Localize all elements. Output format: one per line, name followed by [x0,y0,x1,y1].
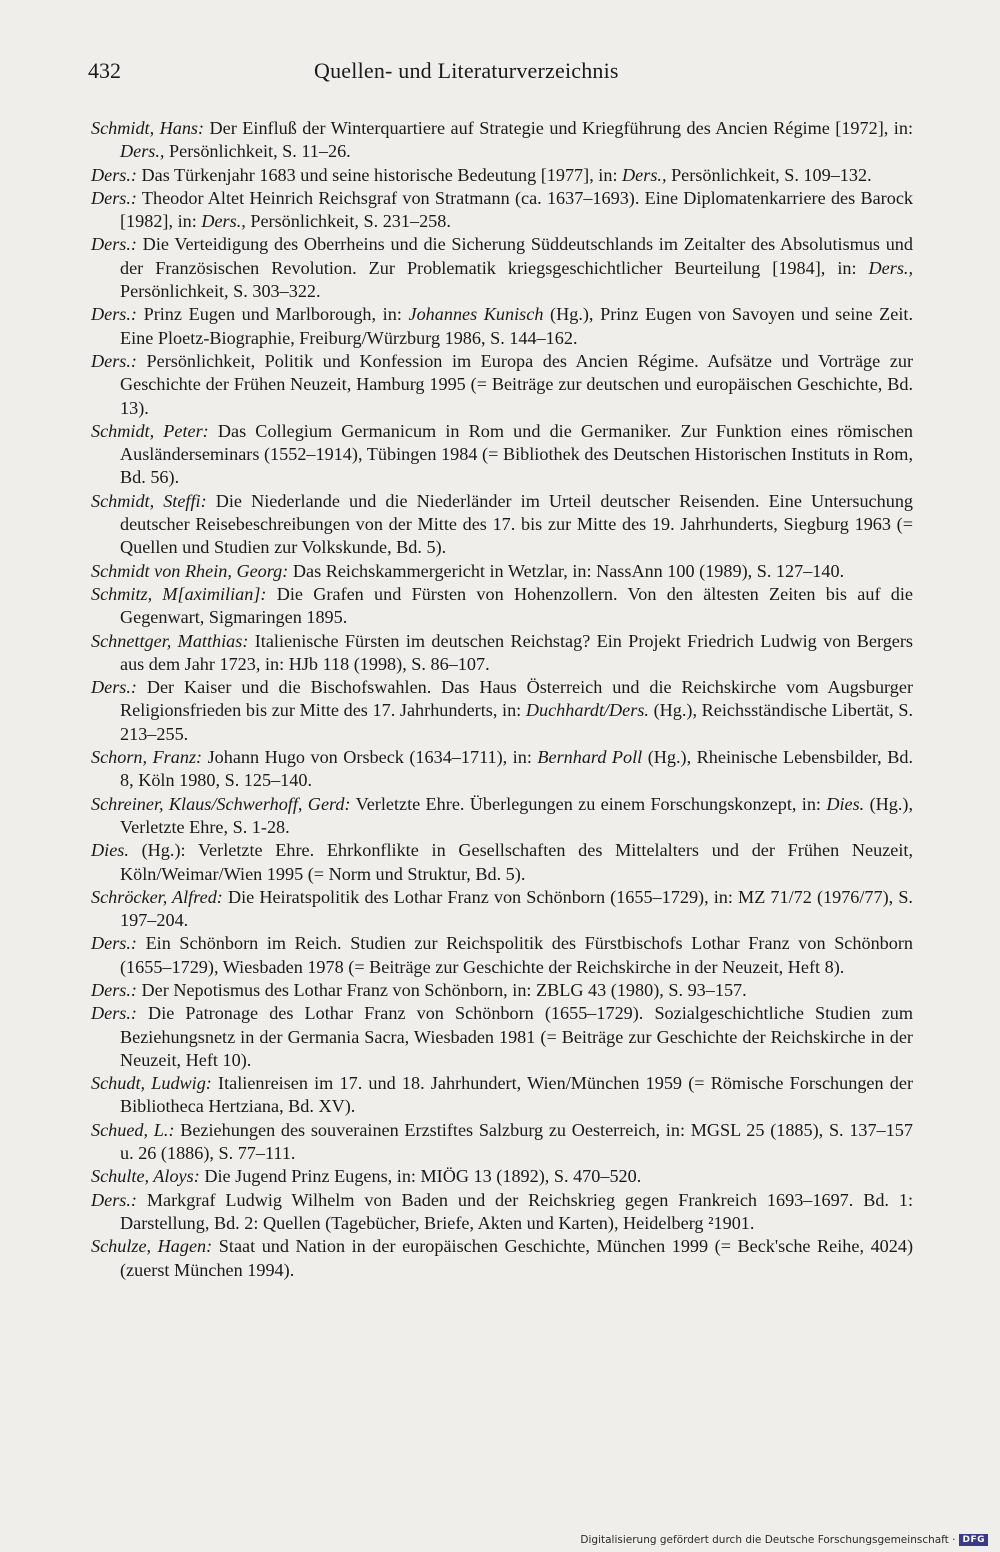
entry-author: Ders.: [91,677,137,698]
entry-text: Persönlichkeit, S. 231–258. [245,211,451,232]
entry-text: Das Türkenjahr 1683 und seine historische Bedeutung [1977], in: [136,164,623,185]
entry-author: Schnettger, Matthias: [91,630,249,651]
bibliography-entry [91,886,913,933]
bibliography-entry [91,932,913,979]
entry-author: Schulze, Hagen: [91,1236,213,1257]
bibliography-entry [91,1072,913,1119]
entry-italic-text: Duchhardt/Ders. [525,700,649,721]
bibliography-entry [91,560,913,583]
bibliography-entry [91,1165,913,1188]
page-number: 432 [88,58,121,83]
entry-italic-text: Bernhard Poll [537,747,643,768]
entry-author: Ders.: [91,979,137,1000]
entry-text: Italienreisen im 17. und 18. Jahrhundert, Wien/München 1959 (= Römische Forschungen der Bibliotheca Hertziana, Bd. XV). [120,1073,913,1117]
entry-author: Schmidt von Rhein, Georg: [91,560,289,581]
entry-italic-text: Dies. [826,793,865,814]
entry-text: (Hg.): Verletzte Ehre. Ehrkonflikte in Gesellschaften des Mittelalters und der Frühen Neuzeit, Köln/Weimar/Wien 1995 (= Norm und Struktur, Bd. 5). [120,840,913,884]
footer-text: Digitalisierung gefördert durch die Deutsche Forschungsgemeinschaft · [580,1534,956,1546]
bibliography-entry [91,164,913,187]
entry-author: Ders.: [91,1189,137,1210]
entry-text: Die Jugend Prinz Eugens, in: MIÖG 13 (1892), S. 470–520. [199,1166,642,1187]
entry-text: Die Patronage des Lothar Franz von Schönborn (1655–1729). Sozialgeschichtliche Studien zum Beziehungsnetz in der Germania Sacra, Wiesbaden 1981 (= Beiträge zur Geschichte der Reichskirche in der Neuzeit, Heft 10). [120,1003,913,1070]
entry-italic-text: Johannes Kunisch [408,304,544,325]
entry-text: (Hg.), Rheinische Lebensbilder, Bd. 8, Köln 1980, S. 125–140. [120,747,913,791]
entry-italic-text: Ders., [868,257,913,278]
entry-text: Theodor Altet Heinrich Reichsgraf von Stratmann (ca. 1637–1693). Eine Diplomatenkarriere des Barock [1982], in: [120,187,913,232]
entry-author: Schröcker, Alfred: [91,886,223,907]
bibliography-list [91,117,913,1282]
entry-text: Staat und Nation in der europäischen Geschichte, München 1999 (= Beck'sche Reihe, 4024) (zuerst München 1994). [120,1236,913,1280]
bibliography-entry [91,303,913,350]
entry-text: Beziehungen des souverainen Erzstiftes Salzburg zu Oesterreich, in: MGSL 25 (1885), S. 137–157 u. 26 (1886), S. 77–111. [120,1119,913,1164]
entry-author: Dies. [91,840,129,861]
entry-text: Italienische Fürsten im deutschen Reichstag? Ein Projekt Friedrich Ludwig von Bergers aus dem Jahr 1723, in: HJb 118 (1998), S. 86–107. [120,630,913,674]
entry-text: Die Heiratspolitik des Lothar Franz von Schönborn (1655–1729), in: MZ 71/72 (1976/77), S. 197–204. [120,886,913,931]
bibliography-entry [91,979,913,1002]
bibliography-entry [91,117,913,164]
entry-text: Ein Schönborn im Reich. Studien zur Reichspolitik des Fürstbischofs Lothar Franz von Schönborn (1655–1729), Wiesbaden 1978 (= Beiträge zur Geschichte der Reichskirche in der Neuzeit, Heft 8). [120,933,913,977]
entry-author: Ders.: [91,234,137,255]
entry-author: Ders.: [91,164,137,185]
entry-author: Ders.: [91,933,137,954]
entry-text: Verletzte Ehre. Überlegungen zu einem Forschungskonzept, in: [350,793,827,814]
entry-author: Ders.: [91,1003,137,1024]
entry-text: Persönlichkeit, Politik und Konfession im Europa des Ancien Régime. Aufsätze und Vorträge zur Geschichte der Frühen Neuzeit, Hamburg 1995 (= Beiträge zur deutschen und europäischen Geschichte, Bd. 13). [120,350,913,418]
bibliography-entry [91,676,913,746]
bibliography-entry [91,1235,913,1282]
entry-text: Markgraf Ludwig Wilhelm von Baden und der Reichskrieg gegen Frankreich 1693–1697. Bd. 1: Darstellung, Bd. 2: Quellen (Tagebücher, Briefe, Akten und Karten), Heidelberg ²1901. [120,1189,913,1233]
entry-author: Schmidt, Steffi: [91,490,207,511]
dfg-logo: DFG [959,1534,988,1546]
entry-text: Der Kaiser und die Bischofswahlen. Das Haus Österreich und die Reichskirche vom Augsburger Religionsfrieden bis zur Mitte des 17. Jahrhunderts, in: [120,677,913,721]
entry-author: Schued, L.: [91,1119,175,1140]
entry-text: Die Niederlande und die Niederländer im Urteil deutscher Reisenden. Eine Untersuchung deutscher Reisebeschreibungen von der Mitte des 17. bis zur Mitte des 19. Jahrhunderts, Siegburg 1963 (= Quellen und Studien zur Volkskunde, Bd. 5). [120,490,914,558]
entry-text: Johann Hugo von Orsbeck (1634–1711), in: [202,747,538,768]
bibliography-entry [91,746,913,793]
entry-author: Ders.: [91,304,137,325]
entry-author: Schreiner, Klaus/Schwerhoff, Gerd: [91,793,351,814]
page-header [88,58,912,88]
bibliography-entry [91,583,913,630]
entry-text: Die Verteidigung des Oberrheins und die Sicherung Süddeutschlands im Zeitalter des Absolutismus und der Französischen Revolution. Zur Problematik kriegsgeschichtlicher Beurteilung [1984], in: [120,234,913,278]
entry-text: Persönlichkeit, S. 303–322. [120,281,321,302]
entry-author: Schmidt, Peter: [91,420,209,441]
bibliography-entry [91,1119,913,1166]
bibliography-entry [91,1002,913,1072]
digitization-footer [580,1534,988,1546]
entry-text: Prinz Eugen und Marlborough, in: [136,304,409,325]
entry-author: Schudt, Ludwig: [91,1073,212,1094]
entry-author: Ders.: [91,350,137,371]
entry-author: Schorn, Franz: [91,747,203,768]
bibliography-entry [91,1189,913,1236]
entry-text: (Hg.), Prinz Eugen von Savoyen und seine Zeit. Eine Ploetz-Biographie, Freiburg/Würzburg 1986, S. 144–162. [120,304,913,348]
entry-text: Der Einfluß der Winterquartiere auf Strategie und Kriegführung des Ancien Régime [1972], in: [204,118,913,138]
bibliography-entry [91,420,913,490]
bibliography-entry [91,839,913,886]
entry-text: Das Reichskammergericht in Wetzlar, in: NassAnn 100 (1989), S. 127–140. [288,560,845,581]
bibliography-entry [91,630,913,677]
entry-author: Schulte, Aloys: [91,1166,200,1187]
bibliography-entry [91,490,913,560]
entry-italic-text: Ders., [622,164,667,185]
entry-author: Ders.: [91,187,137,208]
entry-text: Die Grafen und Fürsten von Hohenzollern. Von den ältesten Zeiten bis auf die Gegenwart, Sigmaringen 1895. [120,583,913,628]
entry-text: Persönlichkeit, S. 109–132. [666,164,872,185]
running-title: Quellen- und Literaturverzeichnis [314,58,619,83]
entry-text: Das Collegium Germanicum in Rom und die Germaniker. Zur Funktion eines römischen Ausländerseminars (1552–1914), Tübingen 1984 (= Bibliothek des Deutschen Historischen Instituts in Rom, Bd. 56). [120,420,913,488]
entry-text: Der Nepotismus des Lothar Franz von Schönborn, in: ZBLG 43 (1980), S. 93–157. [136,979,747,1000]
bibliography-entry [91,233,913,303]
entry-author: Schmitz, M[aximilian]: [91,583,267,604]
bibliography-entry [91,793,913,840]
bibliography-entry [91,187,913,234]
entry-text: Persönlichkeit, S. 11–26. [164,141,351,162]
entry-author: Schmidt, Hans: [91,118,205,138]
entry-italic-text: Ders., [201,211,246,232]
entry-text: (Hg.), Verletzte Ehre, S. 1-28. [120,793,913,837]
entry-italic-text: Ders., [120,141,165,162]
bibliography-entry [91,350,913,420]
entry-text: (Hg.), Reichsständische Libertät, S. 213–255. [120,700,913,744]
